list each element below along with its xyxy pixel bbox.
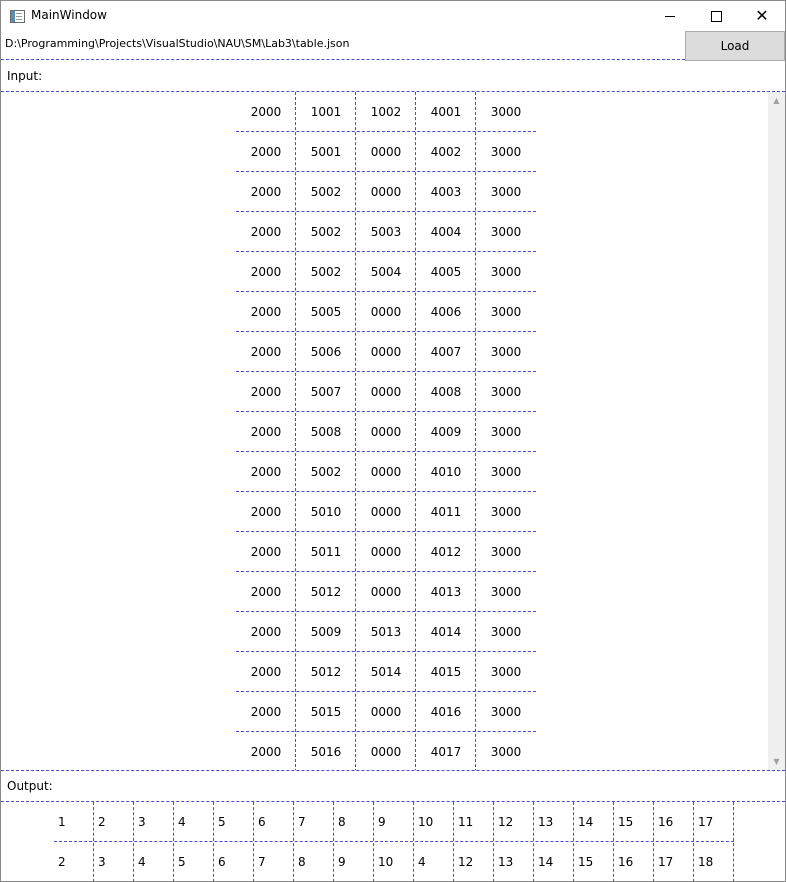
output-cell[interactable]: 4 bbox=[178, 815, 186, 829]
input-cell[interactable]: 5007 bbox=[310, 385, 342, 399]
input-cell[interactable]: 2000 bbox=[250, 745, 282, 759]
output-cell[interactable]: 15 bbox=[618, 815, 634, 829]
input-cell[interactable]: 2000 bbox=[250, 505, 282, 519]
input-cell[interactable]: 5009 bbox=[310, 625, 342, 639]
output-column-divider bbox=[693, 802, 694, 882]
input-cell[interactable]: 3000 bbox=[490, 305, 522, 319]
input-cell[interactable]: 4010 bbox=[430, 465, 462, 479]
input-cell[interactable]: 0000 bbox=[370, 305, 402, 319]
input-cell[interactable]: 3000 bbox=[490, 545, 522, 559]
output-cell[interactable]: 13 bbox=[498, 855, 514, 869]
input-cell[interactable]: 1002 bbox=[370, 105, 402, 119]
input-cell[interactable]: 5010 bbox=[310, 505, 342, 519]
input-cell[interactable]: 4001 bbox=[430, 105, 462, 119]
input-cell[interactable]: 4006 bbox=[430, 305, 462, 319]
input-column-divider bbox=[355, 92, 356, 770]
input-cell[interactable]: 3000 bbox=[490, 625, 522, 639]
input-cell[interactable]: 3000 bbox=[490, 665, 522, 679]
input-cell[interactable]: 5002 bbox=[310, 265, 342, 279]
file-path-input[interactable] bbox=[1, 31, 685, 60]
input-cell[interactable]: 2000 bbox=[250, 585, 282, 599]
input-scrollbar[interactable] bbox=[768, 92, 785, 770]
output-cell[interactable]: 9 bbox=[378, 815, 386, 829]
input-cell[interactable]: 0000 bbox=[370, 185, 402, 199]
input-cell[interactable]: 4012 bbox=[430, 545, 462, 559]
output-cell[interactable]: 4 bbox=[418, 855, 426, 869]
output-column-divider bbox=[453, 802, 454, 882]
input-cell[interactable]: 5013 bbox=[370, 625, 402, 639]
input-cell[interactable]: 2000 bbox=[250, 665, 282, 679]
input-cell[interactable]: 2000 bbox=[250, 705, 282, 719]
input-cell[interactable]: 4005 bbox=[430, 265, 462, 279]
input-cell[interactable]: 0000 bbox=[370, 585, 402, 599]
input-cell[interactable]: 0000 bbox=[370, 425, 402, 439]
close-button[interactable] bbox=[739, 1, 785, 31]
input-cell[interactable]: 0000 bbox=[370, 465, 402, 479]
input-cell[interactable]: 3000 bbox=[490, 705, 522, 719]
output-cell[interactable]: 11 bbox=[458, 815, 474, 829]
output-cell[interactable]: 10 bbox=[418, 815, 434, 829]
output-cell[interactable]: 15 bbox=[578, 855, 594, 869]
input-cell[interactable]: 2000 bbox=[250, 305, 282, 319]
input-cell[interactable]: 0000 bbox=[370, 745, 402, 759]
maximize-icon bbox=[711, 11, 722, 22]
scroll-up-icon[interactable]: ▲ bbox=[773, 96, 780, 105]
file-path-value: D:\Programming\Projects\VisualStudio\NAU\SM\Lab3\table.json bbox=[5, 37, 350, 50]
input-cell[interactable]: 5012 bbox=[310, 665, 342, 679]
input-cell[interactable]: 2000 bbox=[250, 625, 282, 639]
input-cell[interactable]: 2000 bbox=[250, 265, 282, 279]
input-cell[interactable]: 3000 bbox=[490, 745, 522, 759]
input-cell[interactable]: 2000 bbox=[250, 105, 282, 119]
output-column-divider bbox=[413, 802, 414, 882]
output-column-divider bbox=[293, 802, 294, 882]
input-cell[interactable]: 3000 bbox=[490, 385, 522, 399]
output-column-divider bbox=[533, 802, 534, 882]
output-cell[interactable]: 3 bbox=[98, 855, 106, 869]
input-cell[interactable]: 0000 bbox=[370, 705, 402, 719]
output-cell[interactable]: 1 bbox=[58, 815, 66, 829]
input-cell[interactable]: 3000 bbox=[490, 345, 522, 359]
input-cell[interactable]: 0000 bbox=[370, 505, 402, 519]
output-row-divider bbox=[54, 841, 734, 842]
output-cell[interactable]: 3 bbox=[138, 815, 146, 829]
output-column-divider bbox=[653, 802, 654, 882]
output-column-divider bbox=[253, 802, 254, 882]
input-cell[interactable]: 0000 bbox=[370, 545, 402, 559]
input-cell[interactable]: 5011 bbox=[310, 545, 342, 559]
output-separator bbox=[1, 770, 785, 771]
input-cell[interactable]: 3000 bbox=[490, 505, 522, 519]
input-column-divider bbox=[475, 92, 476, 770]
input-cell[interactable]: 5002 bbox=[310, 185, 342, 199]
input-cell[interactable]: 5002 bbox=[310, 465, 342, 479]
input-cell[interactable]: 4009 bbox=[430, 425, 462, 439]
output-column-divider bbox=[333, 802, 334, 882]
input-cell[interactable]: 1001 bbox=[310, 105, 342, 119]
output-cell[interactable]: 2 bbox=[98, 815, 106, 829]
input-cell[interactable]: 5004 bbox=[370, 265, 402, 279]
input-cell[interactable]: 5006 bbox=[310, 345, 342, 359]
output-cell[interactable]: 5 bbox=[178, 855, 186, 869]
input-cell[interactable]: 5008 bbox=[310, 425, 342, 439]
output-cell[interactable]: 16 bbox=[618, 855, 634, 869]
app-window-icon bbox=[10, 10, 25, 23]
output-column-divider bbox=[173, 802, 174, 882]
minimize-icon bbox=[665, 16, 675, 17]
output-column-divider bbox=[493, 802, 494, 882]
input-cell[interactable]: 3000 bbox=[490, 145, 522, 159]
input-cell[interactable]: 2000 bbox=[250, 145, 282, 159]
maximize-button[interactable] bbox=[693, 1, 739, 31]
output-cell[interactable]: 13 bbox=[538, 815, 554, 829]
input-column-divider bbox=[415, 92, 416, 770]
input-cell[interactable]: 5001 bbox=[310, 145, 342, 159]
output-cell[interactable]: 7 bbox=[258, 855, 266, 869]
input-cell[interactable]: 4007 bbox=[430, 345, 462, 359]
output-cell[interactable]: 5 bbox=[218, 815, 226, 829]
output-cell[interactable]: 12 bbox=[498, 815, 514, 829]
input-cell[interactable]: 2000 bbox=[250, 465, 282, 479]
input-table[interactable] bbox=[1, 92, 785, 770]
window-title: MainWindow bbox=[31, 8, 107, 22]
output-column-divider bbox=[613, 802, 614, 882]
input-cell[interactable]: 3000 bbox=[490, 185, 522, 199]
output-column-divider bbox=[573, 802, 574, 882]
input-cell[interactable]: 2000 bbox=[250, 185, 282, 199]
input-cell[interactable]: 5003 bbox=[370, 225, 402, 239]
input-cell[interactable]: 3000 bbox=[490, 585, 522, 599]
input-cell[interactable]: 3000 bbox=[490, 265, 522, 279]
input-cell[interactable]: 2000 bbox=[250, 385, 282, 399]
output-column-divider bbox=[373, 802, 374, 882]
input-cell[interactable]: 0000 bbox=[370, 345, 402, 359]
output-cell[interactable]: 17 bbox=[658, 855, 674, 869]
input-cell[interactable]: 0000 bbox=[370, 145, 402, 159]
input-cell[interactable]: 3000 bbox=[490, 465, 522, 479]
output-cell[interactable]: 8 bbox=[338, 815, 346, 829]
output-cell[interactable]: 6 bbox=[218, 855, 226, 869]
output-cell[interactable]: 6 bbox=[258, 815, 266, 829]
output-cell[interactable]: 10 bbox=[378, 855, 394, 869]
input-cell[interactable]: 4004 bbox=[430, 225, 462, 239]
input-cell[interactable]: 2000 bbox=[250, 345, 282, 359]
output-cell[interactable]: 18 bbox=[698, 855, 714, 869]
input-cell[interactable]: 2000 bbox=[250, 545, 282, 559]
load-button[interactable]: Load bbox=[685, 31, 785, 61]
input-label: Input: bbox=[7, 69, 43, 83]
input-cell[interactable]: 4008 bbox=[430, 385, 462, 399]
title-bar[interactable] bbox=[1, 1, 785, 31]
output-cell[interactable]: 17 bbox=[698, 815, 714, 829]
output-cell[interactable]: 4 bbox=[138, 855, 146, 869]
input-cell[interactable]: 3000 bbox=[490, 425, 522, 439]
input-cell[interactable]: 4015 bbox=[430, 665, 462, 679]
output-cell[interactable]: 8 bbox=[298, 855, 306, 869]
input-cell[interactable]: 3000 bbox=[490, 105, 522, 119]
scroll-down-icon[interactable]: ▼ bbox=[773, 757, 780, 766]
input-cell[interactable]: 4011 bbox=[430, 505, 462, 519]
input-cell[interactable]: 2000 bbox=[250, 225, 282, 239]
close-icon: ✕ bbox=[755, 6, 769, 25]
input-cell[interactable]: 4002 bbox=[430, 145, 462, 159]
output-cell[interactable]: 14 bbox=[578, 815, 594, 829]
input-cell[interactable]: 4013 bbox=[430, 585, 462, 599]
output-cell[interactable]: 9 bbox=[338, 855, 346, 869]
input-cell[interactable]: 5014 bbox=[370, 665, 402, 679]
input-cell[interactable]: 4016 bbox=[430, 705, 462, 719]
output-cell[interactable]: 7 bbox=[298, 815, 306, 829]
input-cell[interactable]: 2000 bbox=[250, 425, 282, 439]
output-column-divider bbox=[733, 802, 734, 882]
output-column-divider bbox=[93, 802, 94, 882]
input-cell[interactable]: 5012 bbox=[310, 585, 342, 599]
input-cell[interactable]: 0000 bbox=[370, 385, 402, 399]
output-cell[interactable]: 16 bbox=[658, 815, 674, 829]
output-column-divider bbox=[213, 802, 214, 882]
input-cell[interactable]: 5002 bbox=[310, 225, 342, 239]
input-cell[interactable]: 4014 bbox=[430, 625, 462, 639]
output-column-divider bbox=[133, 802, 134, 882]
input-cell[interactable]: 5016 bbox=[310, 745, 342, 759]
minimize-button[interactable] bbox=[647, 1, 693, 31]
output-label: Output: bbox=[7, 779, 53, 793]
output-cell[interactable]: 14 bbox=[538, 855, 554, 869]
input-cell[interactable]: 5015 bbox=[310, 705, 342, 719]
output-cell[interactable]: 12 bbox=[458, 855, 474, 869]
input-cell[interactable]: 5005 bbox=[310, 305, 342, 319]
output-table[interactable] bbox=[1, 802, 785, 881]
input-cell[interactable]: 4003 bbox=[430, 185, 462, 199]
input-cell[interactable]: 3000 bbox=[490, 225, 522, 239]
input-column-divider bbox=[295, 92, 296, 770]
input-cell[interactable]: 4017 bbox=[430, 745, 462, 759]
output-cell[interactable]: 2 bbox=[58, 855, 66, 869]
